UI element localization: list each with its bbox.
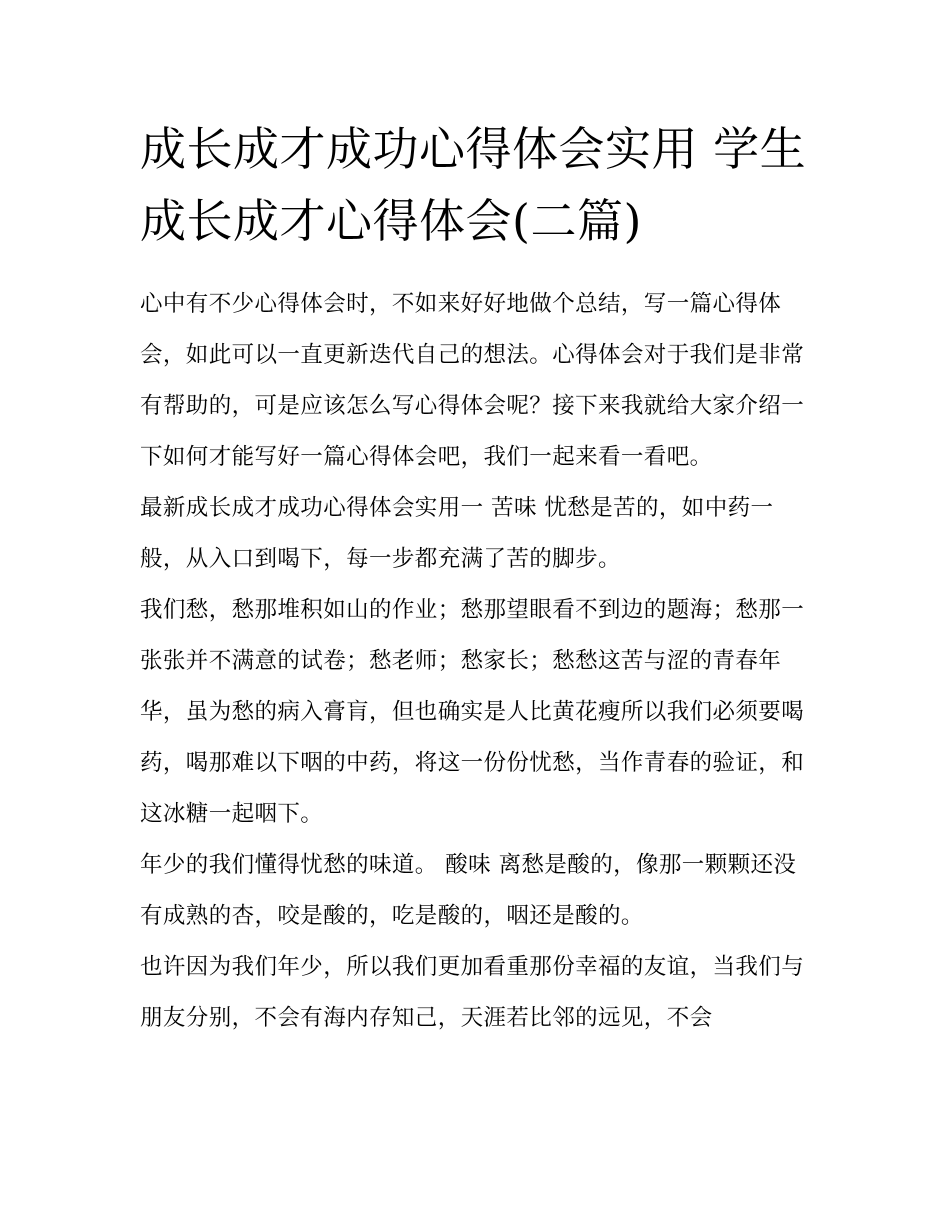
document-title: 成长成才成功心得体会实用 学生成长成才心得体会(二篇): [140, 122, 807, 248]
paragraph-friendship: 也许因为我们年少，所以我们更加看重那份幸福的友谊，当我们与朋友分别，不会有海内存知己，天涯若比邻的远见，不会: [140, 954, 805, 1031]
paragraph-worries: 我们愁，愁那堆积如山的作业；愁那望眼看不到边的题海；愁那一张张并不满意的试卷；愁老师；愁家长；愁愁这苦与涩的青春年华，虽为愁的病入膏肓，但也确实是人比黄花瘦所以我们必须要喝药，喝那难以下咽的中药，将这一份份忧愁，当作青春的验证，和这冰糖一起咽下。: [140, 597, 805, 827]
paragraph-bitter-taste: 最新成长成才成功心得体会实用一 苦味 忧愁是苦的，如中药一般，从入口到喝下，每一步都充满了苦的脚步。: [140, 495, 774, 572]
paragraph-intro: 心中有不少心得体会时，不如来好好地做个总结，写一篇心得体会，如此可以一直更新迭代自己的想法。心得体会对于我们是非常有帮助的，可是应该怎么写心得体会呢？接下来我就给大家介绍一下如何才能写好一篇心得体会吧，我们一起来看一看吧。: [140, 291, 805, 470]
document-body: [140, 279, 815, 1044]
paragraph-sour-taste: 年少的我们懂得忧愁的味道。 酸味 离愁是酸的，像那一颗颗还没有成熟的杏，咬是酸的，吃是酸的，咽还是酸的。: [140, 852, 797, 929]
